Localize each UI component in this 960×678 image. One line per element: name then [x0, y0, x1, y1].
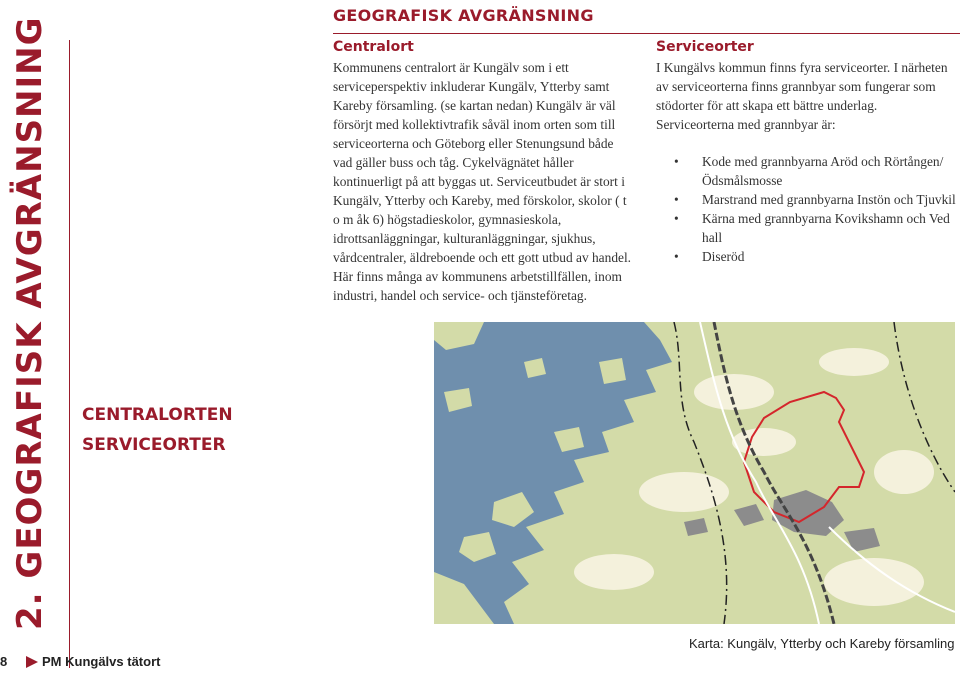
open-field: [874, 450, 934, 494]
serviceorter-intro: I Kungälvs kommun finns fyra serviceorter. I närheten av serviceorterna finns grannbyar som fungerar som stödorter för att skapa ett bättre underlag. Serviceorterna med grannbyar är:: [656, 60, 948, 132]
arrow-right-icon: [26, 656, 38, 668]
open-field: [819, 348, 889, 376]
section-list: [82, 400, 233, 460]
section-link-centralorten[interactable]: CENTRALORTEN: [82, 405, 233, 425]
serviceorter-section: [656, 38, 956, 266]
centralort-heading: Centralort: [333, 39, 414, 55]
footer: [26, 654, 160, 669]
document-title: PM Kungälvs tätort: [42, 654, 161, 669]
list-item: • Diseröd: [656, 247, 956, 266]
centralort-section: [333, 38, 633, 305]
list-item: • Kode med grannbyarna Aröd och Rörtången/ Ödsmålsmosse: [656, 152, 956, 190]
open-field: [694, 374, 774, 410]
header-divider: [333, 33, 960, 34]
chapter-title: 2. GEOGRAFISK AVGRÄNSNING: [10, 16, 50, 630]
centralort-body: Kommunens centralort är Kungälv som i ett serviceperspektiv inkluderar Kungälv, Ytterby samt Kareby församling. (se kartan nedan) Kungälv är väl försörjt med kollektivtrafik såväl inom orten som till serviceorterna och Göteborg eller Stenungsund både vad gäller buss och tåg. Cykelvägnätet håller kontinuerligt på att byggas ut. Serviceutbudet är stort i Kungälv, Ytterby och Kareby, med förskolor, skolor ( t o m åk 6) högstadieskolor, gymnasieskola, idrottsanläggningar, kulturanläggningar, sjukhus, vårdcentraler, äldreboende och ett gott utbud av handel. Här finns många av kommunens arbetstillfällen, inom industri, handel och service- och tjänsteföretag.: [333, 60, 632, 303]
sidebar-divider: [69, 40, 70, 668]
open-field: [574, 554, 654, 590]
serviceorter-heading: Serviceorter: [656, 39, 754, 55]
list-item: • Kärna med grannbyarna Kovikshamn och Ved hall: [656, 209, 956, 247]
serviceorter-list: [656, 152, 956, 266]
page-number: 8: [0, 654, 8, 669]
map-image: [434, 322, 955, 624]
list-item: • Marstrand med grannbyarna Instön och Tjuvkil: [656, 190, 956, 209]
map-caption: Karta: Kungälv, Ytterby och Kareby församling: [689, 636, 955, 651]
map-svg: [434, 322, 955, 624]
open-field: [639, 472, 729, 512]
open-field: [732, 428, 796, 456]
section-link-serviceorter[interactable]: SERVICEORTER: [82, 435, 226, 455]
page-title: GEOGRAFISK AVGRÄNSNING: [333, 6, 594, 25]
